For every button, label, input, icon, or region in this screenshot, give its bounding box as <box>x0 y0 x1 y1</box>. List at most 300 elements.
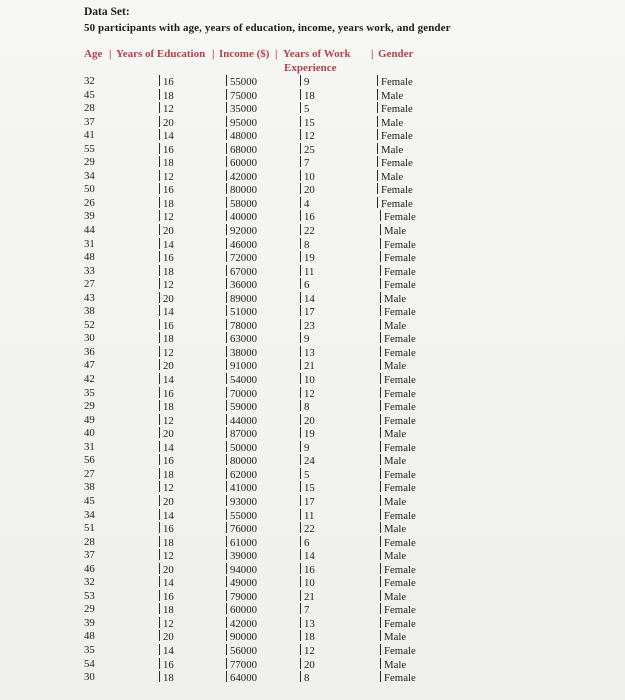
gender-value: Female <box>384 414 416 427</box>
age-cell <box>84 89 95 103</box>
years-value: 18 <box>304 631 315 644</box>
gender-cell <box>377 210 416 224</box>
income-value: 68000 <box>230 143 257 156</box>
cell-divider <box>380 265 381 276</box>
education-value: 16 <box>163 76 174 88</box>
cell-divider <box>226 346 227 357</box>
cell-divider <box>300 603 301 614</box>
education-value: 18 <box>163 604 174 617</box>
education-value: 14 <box>163 577 174 590</box>
income-cell <box>226 495 257 509</box>
gender-value: Male <box>384 225 407 238</box>
cell-divider <box>159 224 160 235</box>
page-subtitle: 50 participants with age, years of education, income, years work, and gender <box>84 22 451 34</box>
cell-divider <box>226 265 227 276</box>
cell-divider <box>300 563 301 574</box>
gender-value: Female <box>381 103 413 116</box>
years-value: 12 <box>304 387 315 400</box>
age-cell <box>84 143 95 157</box>
age-cell <box>84 387 95 401</box>
age-cell <box>84 658 95 672</box>
cell-divider <box>159 265 160 276</box>
cell-divider <box>226 129 227 140</box>
education-value: 20 <box>163 225 174 238</box>
years-value: 6 <box>304 279 310 292</box>
cell-divider <box>226 116 227 127</box>
education-cell <box>159 224 174 238</box>
education-cell <box>159 630 174 644</box>
cell-divider <box>380 400 381 411</box>
years-cell <box>300 427 315 441</box>
education-cell <box>159 143 174 157</box>
income-cell <box>226 129 257 143</box>
income-value: 67000 <box>230 265 257 278</box>
age-value: 30 <box>84 671 95 684</box>
years-cell <box>300 102 315 116</box>
cell-divider <box>380 630 381 641</box>
years-cell <box>300 590 315 604</box>
income-value: 48000 <box>230 130 257 143</box>
gender-value: Female <box>384 265 416 278</box>
income-value: 80000 <box>230 184 257 197</box>
age-cell <box>84 156 95 170</box>
cell-divider <box>159 509 160 520</box>
header-education: Years of Education <box>116 48 206 60</box>
age-cell <box>84 278 95 292</box>
cell-divider <box>300 671 301 682</box>
education-cell <box>159 441 174 455</box>
gender-value: Male <box>384 292 407 305</box>
years-value: 16 <box>304 563 315 576</box>
education-cell <box>159 549 174 563</box>
years-cell <box>300 522 315 536</box>
cell-divider <box>159 387 160 398</box>
gender-cell <box>377 129 416 143</box>
cell-divider <box>226 332 227 343</box>
age-value: 50 <box>84 183 95 196</box>
age-value: 40 <box>84 427 95 440</box>
income-cell <box>226 427 257 441</box>
education-cell <box>159 89 174 103</box>
education-cell <box>159 251 174 265</box>
age-cell <box>84 224 95 238</box>
years-value: 13 <box>304 346 315 359</box>
gender-value: Male <box>381 116 404 129</box>
years-cell <box>300 183 315 197</box>
age-cell <box>84 441 95 455</box>
income-value: 79000 <box>230 590 257 603</box>
age-cell <box>84 319 95 333</box>
education-cell <box>159 671 174 685</box>
income-value: 56000 <box>230 644 257 657</box>
education-cell <box>159 454 174 468</box>
cell-divider <box>226 590 227 601</box>
gender-cell <box>377 590 416 604</box>
years-cell <box>300 373 315 387</box>
education-cell <box>159 387 174 401</box>
age-cell <box>84 603 95 617</box>
education-value: 20 <box>163 631 174 644</box>
age-value: 38 <box>84 305 95 318</box>
income-value: 60000 <box>230 157 257 170</box>
header-separator: | <box>212 48 215 60</box>
cell-divider <box>159 278 160 289</box>
header-years-work: Years of Work <box>283 48 351 60</box>
years-cell <box>300 210 315 224</box>
gender-value: Female <box>381 76 413 88</box>
gender-value: Female <box>384 374 416 387</box>
gender-column <box>377 75 416 685</box>
gender-value: Female <box>381 184 413 197</box>
gender-cell <box>377 183 416 197</box>
gender-cell <box>377 224 416 238</box>
education-value: 20 <box>163 428 174 441</box>
cell-divider <box>300 278 301 289</box>
income-value: 38000 <box>230 346 257 359</box>
years-value: 11 <box>304 265 315 278</box>
gender-value: Female <box>384 333 416 346</box>
cell-divider <box>380 387 381 398</box>
age-value: 43 <box>84 291 95 304</box>
years-cell <box>300 536 315 550</box>
years-value: 5 <box>304 468 310 481</box>
income-cell <box>226 143 257 157</box>
gender-value: Female <box>381 197 413 210</box>
years-column <box>300 75 315 685</box>
age-cell <box>84 373 95 387</box>
cell-divider <box>380 359 381 370</box>
cell-divider <box>159 143 160 154</box>
education-cell <box>159 414 174 428</box>
education-cell <box>159 617 174 631</box>
age-cell <box>84 468 95 482</box>
years-cell <box>300 238 315 252</box>
cell-divider <box>380 658 381 669</box>
income-cell <box>226 468 257 482</box>
years-value: 21 <box>304 590 315 603</box>
gender-cell <box>377 251 416 265</box>
years-cell <box>300 603 315 617</box>
age-cell <box>84 129 95 143</box>
age-value: 29 <box>84 400 95 413</box>
gender-value: Male <box>384 590 407 603</box>
years-cell <box>300 414 315 428</box>
cell-divider <box>159 441 160 452</box>
cell-divider <box>380 576 381 587</box>
cell-divider <box>159 210 160 221</box>
cell-divider <box>380 319 381 330</box>
years-value: 8 <box>304 401 310 414</box>
gender-cell <box>377 305 416 319</box>
years-value: 9 <box>304 333 310 346</box>
income-cell <box>226 373 257 387</box>
age-cell <box>84 332 95 346</box>
age-value: 55 <box>84 142 95 155</box>
income-value: 70000 <box>230 387 257 400</box>
cell-divider <box>226 563 227 574</box>
gender-cell <box>377 495 416 509</box>
years-value: 22 <box>304 523 315 536</box>
education-cell <box>159 427 174 441</box>
years-cell <box>300 387 315 401</box>
years-cell <box>300 576 315 590</box>
gender-value: Female <box>384 387 416 400</box>
cell-divider <box>226 89 227 100</box>
income-cell <box>226 102 257 116</box>
age-value: 27 <box>84 278 95 291</box>
years-value: 17 <box>304 306 315 319</box>
years-cell <box>300 319 315 333</box>
cell-divider <box>380 346 381 357</box>
cell-divider <box>377 197 378 208</box>
cell-divider <box>159 251 160 262</box>
cell-divider <box>226 658 227 669</box>
age-cell <box>84 563 95 577</box>
education-value: 18 <box>163 672 174 685</box>
income-value: 92000 <box>230 225 257 238</box>
income-cell <box>226 359 257 373</box>
income-value: 41000 <box>230 482 257 495</box>
age-value: 31 <box>84 237 95 250</box>
income-cell <box>226 305 257 319</box>
education-value: 18 <box>163 333 174 346</box>
education-cell <box>159 590 174 604</box>
years-value: 10 <box>304 374 315 387</box>
age-value: 37 <box>84 549 95 562</box>
age-cell <box>84 454 95 468</box>
income-cell <box>226 238 257 252</box>
age-column <box>84 75 95 685</box>
education-cell <box>159 658 174 672</box>
years-cell <box>300 332 315 346</box>
income-value: 80000 <box>230 455 257 468</box>
cell-divider <box>226 671 227 682</box>
age-cell <box>84 251 95 265</box>
gender-cell <box>377 116 416 130</box>
cell-divider <box>159 373 160 384</box>
income-value: 54000 <box>230 374 257 387</box>
cell-divider <box>226 387 227 398</box>
income-cell <box>226 387 257 401</box>
cell-divider <box>300 116 301 127</box>
age-value: 46 <box>84 562 95 575</box>
cell-divider <box>159 116 160 127</box>
education-cell <box>159 305 174 319</box>
education-value: 18 <box>163 197 174 210</box>
age-cell <box>84 414 95 428</box>
cell-divider <box>159 617 160 628</box>
income-cell <box>226 319 257 333</box>
years-value: 7 <box>304 157 310 170</box>
income-value: 58000 <box>230 197 257 210</box>
cell-divider <box>226 509 227 520</box>
cell-divider <box>300 346 301 357</box>
header-years-experience: Experience <box>284 62 337 74</box>
education-value: 18 <box>163 265 174 278</box>
education-cell <box>159 400 174 414</box>
cell-divider <box>300 238 301 249</box>
education-column <box>159 75 174 685</box>
age-cell <box>84 359 95 373</box>
age-value: 42 <box>84 373 95 386</box>
education-cell <box>159 210 174 224</box>
years-value: 20 <box>304 414 315 427</box>
age-cell <box>84 509 95 523</box>
years-cell <box>300 671 315 685</box>
cell-divider <box>377 143 378 154</box>
gender-value: Male <box>384 550 407 563</box>
income-value: 44000 <box>230 414 257 427</box>
income-value: 95000 <box>230 116 257 129</box>
education-value: 14 <box>163 644 174 657</box>
cell-divider <box>377 89 378 100</box>
cell-divider <box>159 183 160 194</box>
gender-value: Male <box>384 631 407 644</box>
education-value: 14 <box>163 130 174 143</box>
education-value: 16 <box>163 252 174 265</box>
cell-divider <box>159 346 160 357</box>
cell-divider <box>226 603 227 614</box>
gender-value: Female <box>384 441 416 454</box>
years-cell <box>300 116 315 130</box>
income-value: 60000 <box>230 604 257 617</box>
income-cell <box>226 251 257 265</box>
cell-divider <box>377 183 378 194</box>
years-cell <box>300 617 315 631</box>
gender-cell <box>377 197 416 211</box>
gender-cell <box>377 644 416 658</box>
cell-divider <box>300 373 301 384</box>
education-value: 18 <box>163 536 174 549</box>
cell-divider <box>226 305 227 316</box>
education-value: 12 <box>163 211 174 224</box>
income-cell <box>226 197 257 211</box>
cell-divider <box>226 481 227 492</box>
income-value: 77000 <box>230 658 257 671</box>
years-value: 9 <box>304 76 310 88</box>
years-cell <box>300 346 315 360</box>
cell-divider <box>380 441 381 452</box>
years-value: 17 <box>304 495 315 508</box>
gender-cell <box>377 332 416 346</box>
income-value: 36000 <box>230 279 257 292</box>
income-value: 78000 <box>230 319 257 332</box>
gender-cell <box>377 170 416 184</box>
age-value: 47 <box>84 359 95 372</box>
cell-divider <box>380 373 381 384</box>
age-value: 52 <box>84 318 95 331</box>
cell-divider <box>377 116 378 127</box>
cell-divider <box>300 427 301 438</box>
cell-divider <box>226 441 227 452</box>
gender-cell <box>377 414 416 428</box>
cell-divider <box>159 414 160 425</box>
income-cell <box>226 644 257 658</box>
age-cell <box>84 495 95 509</box>
income-value: 87000 <box>230 428 257 441</box>
age-cell <box>84 116 95 130</box>
income-cell <box>226 658 257 672</box>
cell-divider <box>300 644 301 655</box>
age-cell <box>84 265 95 279</box>
education-value: 14 <box>163 238 174 251</box>
gender-cell <box>377 265 416 279</box>
age-value: 53 <box>84 589 95 602</box>
gender-cell <box>377 359 416 373</box>
years-cell <box>300 292 315 306</box>
cell-divider <box>300 75 301 86</box>
years-value: 10 <box>304 170 315 183</box>
income-value: 94000 <box>230 563 257 576</box>
cell-divider <box>226 156 227 167</box>
gender-cell <box>377 468 416 482</box>
education-value: 16 <box>163 590 174 603</box>
education-value: 18 <box>163 157 174 170</box>
years-value: 4 <box>304 197 310 210</box>
education-cell <box>159 75 174 89</box>
income-value: 62000 <box>230 468 257 481</box>
income-value: 39000 <box>230 550 257 563</box>
income-cell <box>226 292 257 306</box>
cell-divider <box>300 576 301 587</box>
gender-value: Female <box>384 238 416 251</box>
education-value: 12 <box>163 279 174 292</box>
income-value: 55000 <box>230 509 257 522</box>
cell-divider <box>300 522 301 533</box>
years-value: 6 <box>304 536 310 549</box>
age-value: 45 <box>84 88 95 101</box>
education-cell <box>159 265 174 279</box>
cell-divider <box>300 292 301 303</box>
income-value: 55000 <box>230 76 257 88</box>
gender-cell <box>377 630 416 644</box>
education-cell <box>159 495 174 509</box>
cell-divider <box>159 427 160 438</box>
age-cell <box>84 671 95 685</box>
education-cell <box>159 116 174 130</box>
cell-divider <box>226 319 227 330</box>
income-value: 40000 <box>230 211 257 224</box>
education-cell <box>159 373 174 387</box>
cell-divider <box>380 305 381 316</box>
gender-value: Female <box>384 306 416 319</box>
cell-divider <box>377 102 378 113</box>
education-cell <box>159 319 174 333</box>
years-value: 22 <box>304 225 315 238</box>
education-cell <box>159 332 174 346</box>
education-cell <box>159 536 174 550</box>
cell-divider <box>300 156 301 167</box>
cell-divider <box>226 292 227 303</box>
education-value: 18 <box>163 89 174 102</box>
education-value: 12 <box>163 346 174 359</box>
cell-divider <box>226 617 227 628</box>
education-value: 18 <box>163 401 174 414</box>
cell-divider <box>159 359 160 370</box>
age-value: 49 <box>84 413 95 426</box>
cell-divider <box>226 454 227 465</box>
age-value: 48 <box>84 630 95 643</box>
income-cell <box>226 630 257 644</box>
cell-divider <box>226 576 227 587</box>
education-value: 16 <box>163 387 174 400</box>
years-cell <box>300 563 315 577</box>
income-column <box>226 75 257 685</box>
age-cell <box>84 400 95 414</box>
gender-cell <box>377 102 416 116</box>
income-value: 91000 <box>230 360 257 373</box>
cell-divider <box>380 414 381 425</box>
